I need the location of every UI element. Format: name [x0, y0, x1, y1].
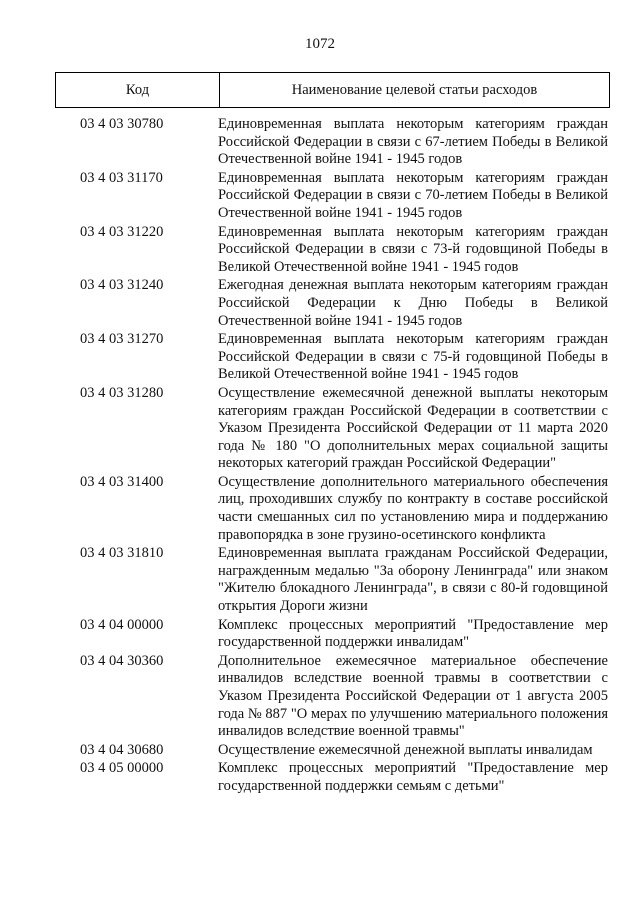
row-code: 03 4 03 31280	[80, 384, 164, 401]
table-header	[55, 72, 610, 108]
header-code: Код	[56, 73, 220, 107]
table-row	[0, 617, 640, 652]
row-name: Дополнительное ежемесячное материальное обеспечение инвалидов вследствие военной травмы в соответствии с Указом Президента Российской Федерации от 1 августа 2005 года № 887 "О мерах по улучшению материального положения инвалидов вследствие военной травмы"	[218, 652, 608, 740]
row-code: 03 4 05 00000	[80, 760, 164, 777]
table-row	[0, 331, 640, 384]
row-code: 03 4 03 31810	[80, 545, 164, 562]
row-code: 03 4 04 30360	[80, 652, 164, 669]
row-name: Осуществление ежемесячной денежной выплаты некоторым категориям граждан Российской Федерации в соответствии с Указом Президента Российской Федерации от 11 марта 2020 года № 180 "О дополнительных мерах социальной защиты некоторых категорий граждан Российской Федерации"	[218, 384, 608, 472]
row-name: Комплекс процессных мероприятий "Предоставление мер государственной поддержки инвалидам"	[218, 616, 608, 651]
row-code: 03 4 03 31270	[80, 331, 164, 348]
table-row	[0, 474, 640, 544]
table-row	[0, 545, 640, 615]
header-name: Наименование целевой статьи расходов	[291, 81, 538, 98]
table-body	[0, 116, 640, 797]
table-row	[0, 742, 640, 760]
table-row	[0, 385, 640, 473]
row-name: Единовременная выплата некоторым категориям граждан Российской Федерации в связи с 75-й годовщиной Победы в Великой Отечественной войне 1941 - 1945 годов	[218, 331, 608, 383]
row-name: Единовременная выплата гражданам Российской Федерации, награжденным медалью "За оборону Ленинграда" или знаком "Жителю блокадного Ленинграда", в связи с 80-й годовщиной открытия Дороги жизни	[218, 545, 608, 615]
row-code: 03 4 03 31220	[80, 223, 164, 240]
row-name: Единовременная выплата некоторым категориям граждан Российской Федерации в связи с 67-летием Победы в Великой Отечественной войне 1941 - 1945 годов	[218, 116, 608, 168]
row-code: 03 4 04 00000	[80, 616, 164, 633]
table-row	[0, 170, 640, 223]
table-row	[0, 116, 640, 169]
table-row	[0, 277, 640, 330]
row-name: Ежегодная денежная выплата некоторым категориям граждан Российской Федерации к Дню Победы в Великой Отечественной войне 1941 - 1945 годов	[218, 277, 608, 329]
row-code: 03 4 03 31400	[80, 473, 164, 490]
row-code: 03 4 03 31170	[80, 169, 163, 186]
row-name: Единовременная выплата некоторым категориям граждан Российской Федерации в связи с 73-й годовщиной Победы в Великой Отечественной войне 1941 - 1945 годов	[218, 223, 608, 275]
row-name: Комплекс процессных мероприятий "Предоставление мер государственной поддержки семьям с детьми"	[218, 760, 608, 794]
row-code: 03 4 03 31240	[80, 277, 164, 294]
row-code: 03 4 04 30680	[80, 741, 164, 758]
page-number: 1072	[305, 36, 335, 52]
table-row	[0, 760, 640, 795]
row-name: Единовременная выплата некоторым категориям граждан Российской Федерации в связи с 70-летием Победы в Великой Отечественной войне 1941 - 1945 годов	[218, 169, 608, 221]
row-code: 03 4 03 30780	[80, 116, 164, 132]
row-name: Осуществление ежемесячной денежной выплаты инвалидам	[218, 741, 593, 758]
row-name: Осуществление дополнительного материального обеспечения лиц, проходивших службу по контракту в составе российской части смешанных сил по установлению мира и поддержанию правопорядка в зоне грузино-осетинского конфликта	[218, 473, 608, 543]
table-row	[0, 653, 640, 741]
table-row	[0, 224, 640, 277]
